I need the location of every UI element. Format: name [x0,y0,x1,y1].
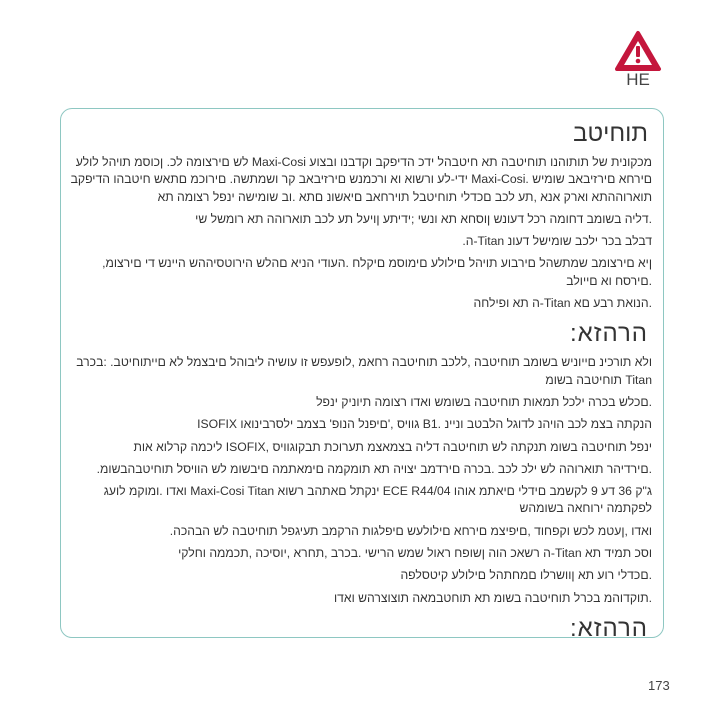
warning-paragraph: ג"ק 36 דע 9 לקשמב םידלי םיאתמ אוהו ECE R44/04 ינקתל םאתהב רשוא Maxi-Cosi Titan ואדו .ומוקמ לועג לפקתמה ירוחאה בשומהש [103,484,652,516]
warning-paragraph: .םירדיהר תוארוהה לש ילכ לכב .בכרה םירדמב יצויה תא תומקמה םימאתמה םיבשומ לש הוויסל תוחיטבהבשומ. [96,461,652,476]
warning-heading: הרהזא: [569,614,648,642]
language-code: HE [626,70,650,89]
warning-section [70,354,654,607]
section-title: תוחיטב [573,120,648,147]
content-area [70,120,654,649]
intro-paragraph: .הנואת רבע םא Titan-ה תא ופילחה [473,296,652,311]
warning-paragraph: הנקתה בצמ לכב הויהנ לדוגל הלבטב וניינ .B1 גוויס ,'םיפנל הנופ' בצמב ילסרבינואו ISOFIX [197,417,652,432]
intro-paragraph: ןיא םירצומב שמתשהל םירבוע תויהל םילולע םימוסמ םיקלח .העודי הניא םהלש הירוטסיההש היינש די םירצומ, .םירסח וא םייולב [102,256,652,288]
warning-paragraph: ואדו ,ןעטמ לכש וקפחוד ,םיפיצמ םירחא םילולעש םיפלגות הרקמב תעיגפל תוחיטבה לש הבהכה. [169,523,652,538]
warning-paragraph: .םכלש בכרה ילכל תמאות תוחיטבה בשומש ואדו רצומה תיוניק ינפל [316,394,652,409]
warning-paragraph: ולא תורכינ םייוניש בשומב תוחיטבה ,ללכב תוחיטבה רחאמ ,לופעפש זו עושיה ליבוהל םיבצמל לא םייתוחיטב. :בכרב Titan תוחיטבה בשומ [76,355,652,387]
intro-paragraph: .דליה בשומב דחומה רכל דעונש ןוסחא תא ונשי ;ידיתע ןויעל תע לכב תוארוהה תא רומשל שי [195,211,652,226]
page-number: 173 [648,678,670,693]
warning-paragraph: .םכדלי רוע תא ןוושרלו םמחתהל םילולע קיטסלפה [400,568,652,583]
intro-paragraph: מכקונית של תותוהנו תוחיטבה תא חיטבהל ידכ הדיפקב וקדבנו ובצוע Maxi-Cosi לש םירצומה לכ. ןכוסמ תויהל לולע םירחא םירזיבאב שומיש .Maxi-Cosi ידי-לע ורשוא וא ורכמנש םירזיבאב קר ושמתשה. םירוכמ םתאש חיטבהו הדיפקב תוארוההתא וארק אנא ,תע לכב םכדלי תוחיטבל תוירחאב םיאשונ םתא .וב שומישה ינפל רצומה תא [70,155,652,204]
warning-paragraph: .תוקדוהמ בכרל תוחיטבה בשומ תא תוחטבמאה תוצוצרהש ואדו [334,590,652,605]
warning-paragraph: וסכ תמיד תא Titan-ה רשאכ הוה ןשופח ראול שמש הרישי .בכרב ,תחרא ,יוסיכה ,תכממה וחלקי [178,546,652,561]
warning-heading: הרהזא: [569,320,648,348]
intro-paragraph: דבלב בכר ילכב שומישל דעונ Titan-ה. [462,234,652,249]
intro-section [70,154,654,312]
warning-paragraph: ינפל תוחיטבה בשומ תנקתה לש תוחיטבה דליה בצמאצמ תערוכת תבקוגוויס ,ISOFIX ליכמה קרלוא אות [133,439,652,454]
